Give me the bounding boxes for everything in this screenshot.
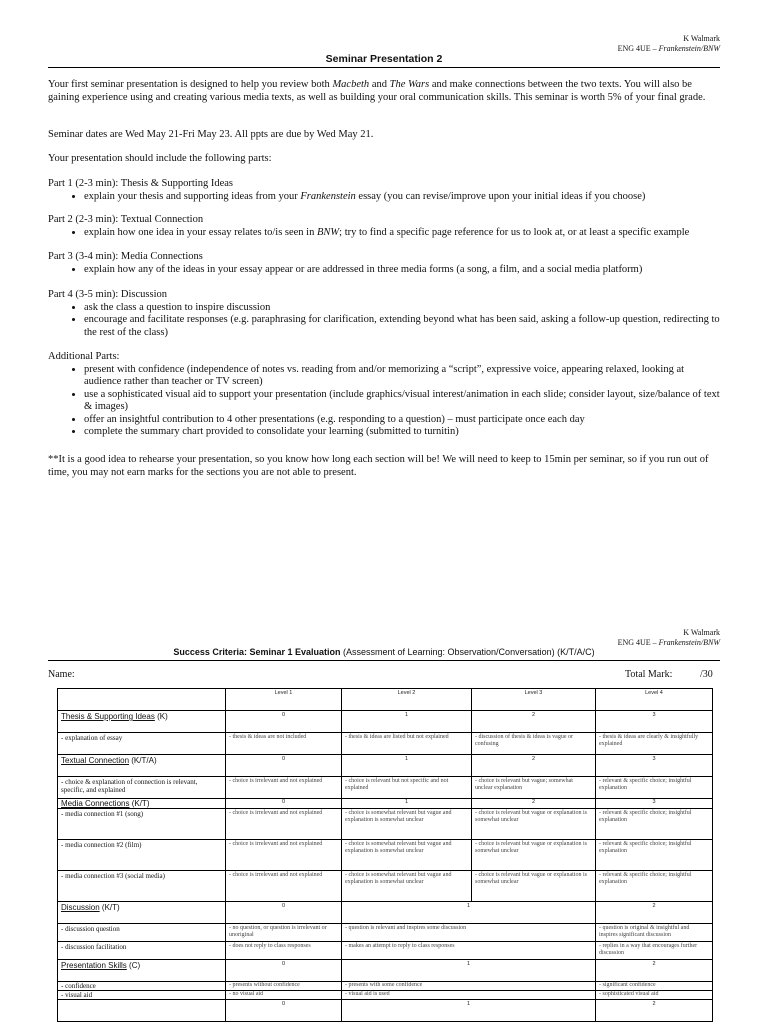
part-2-section xyxy=(48,214,720,239)
rubric-corner-cell xyxy=(58,689,226,711)
additional-item-contribution: • offer an insightful contribution to 4 other presentations (e.g. responding to a question) – must participate once each day xyxy=(84,414,720,427)
textual-desc-level-2: - choice is relevant but not specific and not explained xyxy=(342,777,472,799)
title-divider xyxy=(48,67,720,68)
part-1-label: Part 1 (2-3 min): Thesis & Supporting Ideas xyxy=(48,178,233,189)
part-2-label: Part 2 (2-3 min): Textual Connection xyxy=(48,214,204,225)
intro-paragraph xyxy=(48,79,720,104)
media-song-desc-level-3: - choice is relevant but vague or explanation is somewhat unclear xyxy=(472,809,596,840)
confidence-desc-low: - presents without confidence xyxy=(226,982,342,991)
part-1-bullet xyxy=(84,191,720,204)
media-film-desc-level-1: - choice is irrelevant and not explained xyxy=(226,840,342,871)
discussion-category xyxy=(58,902,226,924)
textual-criterion-row xyxy=(58,777,713,799)
visual-aid-desc-mid: - visual aid is used xyxy=(342,991,596,1000)
participation-score-row xyxy=(58,1000,713,1022)
part-2-text-a: explain how one idea in your essay relates to/is seen in xyxy=(84,226,317,238)
thesis-category-row xyxy=(58,711,713,733)
part-1-text-a: explain your thesis and supporting ideas from your xyxy=(84,190,301,202)
intro-macbeth: Macbeth xyxy=(332,79,370,90)
rehearsal-note: **It is a good idea to rehearse your presentation, so you know how long each section will be! We will need to keep to 15min per seminar, so if you run out of time, you may not earn marks for the sections you are not able to present. xyxy=(48,454,709,478)
rubric-divider xyxy=(48,660,720,661)
success-criteria-title-rest: (Assessment of Learning: Observation/Conversation) (K/T/A/C) xyxy=(340,647,595,657)
level-2-header: Level 2 xyxy=(342,689,472,711)
participation-category xyxy=(58,1000,226,1022)
participation-score-2: 2 xyxy=(596,1000,713,1022)
part-3-list xyxy=(48,264,720,277)
participation-score-0: 0 xyxy=(226,1000,342,1022)
additional-item-summary-chart: • complete the summary chart provided to consolidate your learning (submitted to turnitin) xyxy=(84,426,720,439)
participation-score-1: 1 xyxy=(342,1000,596,1022)
part-1-list xyxy=(48,191,720,204)
dates-paragraph: Seminar dates are Wed May 21-Fri May 23. All ppts are due by Wed May 21. xyxy=(48,129,374,140)
media-song-criterion: - media connection #1 (song) xyxy=(58,809,226,840)
media-code: (K/T) xyxy=(129,799,150,808)
skills-category xyxy=(58,960,226,982)
textual-code: (K/T/A) xyxy=(129,756,157,765)
discussion-score-2: 2 xyxy=(596,902,713,924)
additional-parts-label: Additional Parts: xyxy=(48,351,120,362)
part-2-text-b: ; try to find a specific page reference for us to look at, or at least a specific example xyxy=(339,226,690,238)
additional-item-confidence: • present with confidence (independence of notes vs. reading from and/or memorizing a “script”, expressive voice, appearing relaxed, looking at audience rather than teacher or TV screen) xyxy=(84,364,720,389)
success-criteria-title-bold: Success Criteria: Seminar 1 Evaluation xyxy=(173,647,341,657)
level-1-header: Level 1 xyxy=(226,689,342,711)
intro-the-wars: The Wars xyxy=(389,79,430,90)
textual-category-row xyxy=(58,755,713,777)
media-film-row xyxy=(58,840,713,871)
discussion-title: Discussion xyxy=(61,903,100,912)
media-song-desc-level-4: - relevant & specific choice; insightful explanation xyxy=(596,809,713,840)
media-film-desc-level-3: - choice is relevant but vague or explanation is somewhat unclear xyxy=(472,840,596,871)
thesis-code: (K) xyxy=(154,712,168,721)
course-prefix: ENG 4UE – xyxy=(617,638,659,647)
part-4-bullet-2: • encourage and facilitate responses (e.g. paraphrasing for clarification, extending beyond what has been said, asking a follow-up question, redirecting to the rest of the class) xyxy=(84,314,720,339)
part-4-list xyxy=(48,302,720,340)
additional-item-visual-aid: • use a sophisticated visual aid to support your presentation (include graphics/visual interest/animation in each slide; consider layout, size/balance of text & images) xyxy=(84,389,720,414)
course-books: Frankenstein/BNW xyxy=(658,44,720,53)
visual-aid-row xyxy=(58,991,713,1000)
thesis-score-0: 0 xyxy=(226,711,342,733)
discussion-code: (K/T) xyxy=(99,903,120,912)
media-social-row xyxy=(58,871,713,902)
confidence-row xyxy=(58,982,713,991)
textual-category xyxy=(58,755,226,777)
textual-desc-level-3: - choice is relevant but vague; somewhat unclear explanation xyxy=(472,777,596,799)
textual-score-0: 0 xyxy=(226,755,342,777)
discussion-score-1: 1 xyxy=(342,902,596,924)
media-social-criterion: - media connection #3 (social media) xyxy=(58,871,226,902)
media-song-row xyxy=(58,809,713,840)
rubric-level-row xyxy=(58,689,713,711)
thesis-score-3: 3 xyxy=(596,711,713,733)
textual-desc-level-4: - relevant & specific choice; insightful explanation xyxy=(596,777,713,799)
textual-score-2: 2 xyxy=(472,755,596,777)
part-4-section xyxy=(48,289,720,339)
textual-criterion: - choice & explanation of connection is relevant, specific, and explained xyxy=(58,777,226,799)
visual-aid-desc-high: - sophisticated visual aid xyxy=(596,991,713,1000)
media-film-desc-level-4: - relevant & specific choice; insightful explanation xyxy=(596,840,713,871)
name-label: Name: xyxy=(48,669,75,680)
discussion-facilitation-criterion: - discussion facilitation xyxy=(58,942,226,960)
thesis-category xyxy=(58,711,226,733)
part-3-section xyxy=(48,251,720,276)
thesis-desc-level-4: - thesis & ideas are clearly & insightfully explained xyxy=(596,733,713,755)
part-1-section xyxy=(48,178,720,203)
part-4-bullet-1: • ask the class a question to inspire discussion xyxy=(84,302,720,315)
rubric-table xyxy=(57,688,713,1022)
thesis-desc-level-3: - discussion of thesis & ideas is vague or confusing xyxy=(472,733,596,755)
part-3-label: Part 3 (3-4 min): Media Connections xyxy=(48,251,203,262)
discussion-facilitation-desc-mid: - makes an attempt to reply to class responses xyxy=(342,942,596,960)
media-score-2: 2 xyxy=(472,799,596,809)
media-social-desc-level-4: - relevant & specific choice; insightful explanation xyxy=(596,871,713,902)
intro-text-b: and xyxy=(369,79,390,90)
confidence-desc-mid: - presents with some confidence xyxy=(342,982,596,991)
media-film-criterion: - media connection #2 (film) xyxy=(58,840,226,871)
level-3-header: Level 3 xyxy=(472,689,596,711)
author-name: K Walmark xyxy=(683,628,720,637)
thesis-desc-level-1: - thesis & ideas are not included xyxy=(226,733,342,755)
textual-score-1: 1 xyxy=(342,755,472,777)
media-category xyxy=(58,799,226,809)
media-score-3: 3 xyxy=(596,799,713,809)
rubric-header xyxy=(618,628,720,648)
discussion-score-0: 0 xyxy=(226,902,342,924)
thesis-criterion: - explanation of essay xyxy=(58,733,226,755)
confidence-criterion: - confidence xyxy=(58,982,226,991)
media-social-desc-level-2: - choice is somewhat relevant but vague and explanation is somewhat unclear xyxy=(342,871,472,902)
thesis-criterion-row xyxy=(58,733,713,755)
part-4-label: Part 4 (3-5 min): Discussion xyxy=(48,289,167,300)
visual-aid-desc-low: - no visual aid xyxy=(226,991,342,1000)
textual-score-3: 3 xyxy=(596,755,713,777)
discussion-category-row xyxy=(58,902,713,924)
textual-title: Textual Connection xyxy=(61,756,130,765)
additional-parts-list xyxy=(48,364,720,439)
part-3-bullet: • explain how any of the ideas in your essay appear or are addressed in three media forms (a song, a film, and a social media platform) xyxy=(84,264,720,277)
media-social-desc-level-1: - choice is irrelevant and not explained xyxy=(226,871,342,902)
media-song-desc-level-2: - choice is somewhat relevant but vague and explanation is somewhat unclear xyxy=(342,809,472,840)
discussion-question-desc-high: - question is original & insightful and inspires significant discussion xyxy=(596,924,713,942)
skills-title: Presentation Skills xyxy=(61,961,127,970)
discussion-facilitation-desc-low: - does not reply to class responses xyxy=(226,942,342,960)
skills-score-1: 1 xyxy=(342,960,596,982)
author-name: K Walmark xyxy=(683,34,720,43)
media-score-1: 1 xyxy=(342,799,472,809)
media-title: Media Connections xyxy=(61,799,130,808)
skills-score-0: 0 xyxy=(226,960,342,982)
page-header xyxy=(618,34,720,54)
thesis-desc-level-2: - thesis & ideas are listed but not explained xyxy=(342,733,472,755)
part-1-book: Frankenstein xyxy=(300,190,356,202)
intro-text-c: and make connections between the two texts. You will also be gaining experience using and creating various media texts, as well as building your oral communication skills. This seminar is worth 5% of your final grade. xyxy=(48,79,706,103)
discussion-question-criterion: - discussion question xyxy=(58,924,226,942)
part-2-bullet xyxy=(84,227,720,240)
course-prefix: ENG 4UE – xyxy=(617,44,659,53)
total-mark-value: /30 xyxy=(700,669,713,680)
thesis-score-2: 2 xyxy=(472,711,596,733)
confidence-desc-high: - significant confidence xyxy=(596,982,713,991)
total-mark-label: Total Mark: xyxy=(625,669,673,680)
discussion-question-desc-low: - no question, or question is irrelevant or unoriginal xyxy=(226,924,342,942)
course-books: Frankenstein/BNW xyxy=(658,638,720,647)
part-2-book: BNW xyxy=(316,226,340,238)
additional-parts-section xyxy=(48,351,720,439)
textual-desc-level-1: - choice is irrelevant and not explained xyxy=(226,777,342,799)
discussion-question-row xyxy=(58,924,713,942)
level-4-header: Level 4 xyxy=(596,689,713,711)
page-title: Seminar Presentation 2 xyxy=(325,53,443,65)
skills-category-row xyxy=(58,960,713,982)
thesis-score-1: 1 xyxy=(342,711,472,733)
success-criteria-title xyxy=(48,647,720,657)
part-2-list xyxy=(48,227,720,240)
discussion-question-desc-mid: - question is relevant and inspires some discussion xyxy=(342,924,596,942)
intro-text-a: Your first seminar presentation is designed to help you review both xyxy=(48,79,333,90)
skills-code: (C) xyxy=(126,961,141,970)
media-social-desc-level-3: - choice is relevant but vague or explanation is somewhat unclear xyxy=(472,871,596,902)
media-film-desc-level-2: - choice is somewhat relevant but vague and explanation is somewhat unclear xyxy=(342,840,472,871)
discussion-facilitation-desc-high: - replies in a way that encourages further discussion xyxy=(596,942,713,960)
media-category-row xyxy=(58,799,713,809)
thesis-title: Thesis & Supporting Ideas xyxy=(61,712,155,721)
part-1-text-b: essay (you can revise/improve upon your initial ideas if you choose) xyxy=(355,190,646,202)
include-paragraph: Your presentation should include the following parts: xyxy=(48,153,272,164)
media-song-desc-level-1: - choice is irrelevant and not explained xyxy=(226,809,342,840)
skills-score-2: 2 xyxy=(596,960,713,982)
discussion-facilitation-row xyxy=(58,942,713,960)
visual-aid-criterion: - visual aid xyxy=(58,991,226,1000)
media-score-0: 0 xyxy=(226,799,342,809)
